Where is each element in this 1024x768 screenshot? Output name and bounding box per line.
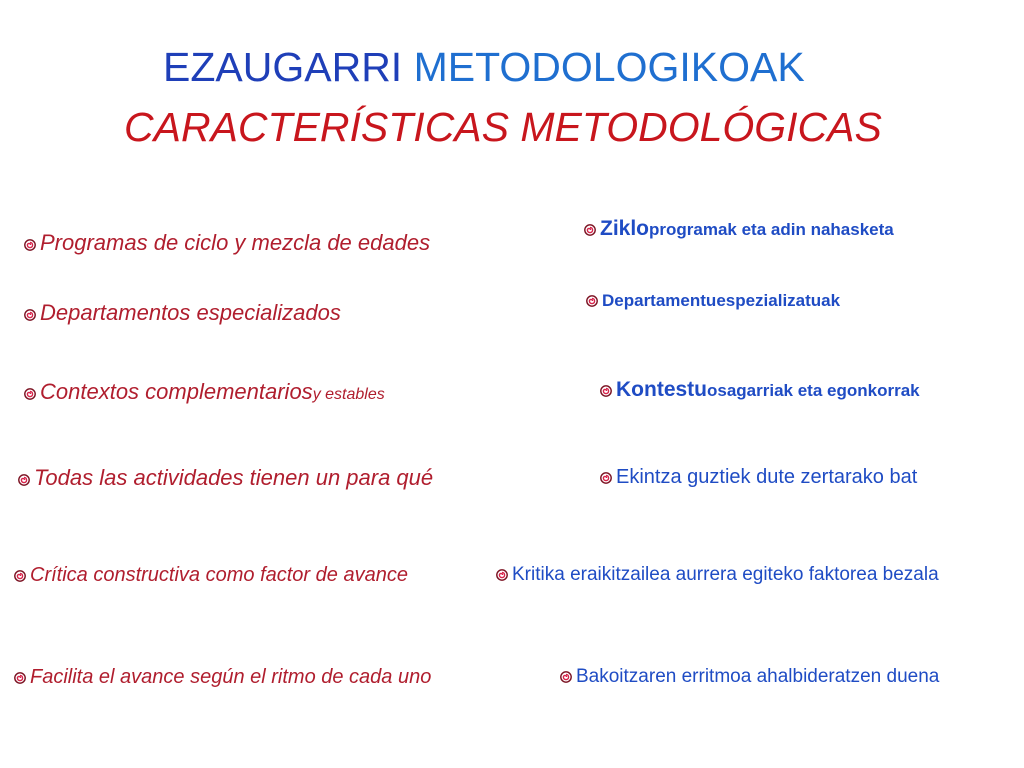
list-item-es-5	[14, 564, 408, 587]
spiral-bullet-icon	[560, 671, 572, 683]
list-item-eu-2	[586, 291, 840, 311]
list-item-eu-1	[584, 217, 894, 241]
spiral-bullet-icon	[24, 239, 36, 251]
spiral-bullet-icon	[24, 388, 36, 400]
list-item-es-2	[24, 300, 341, 326]
spiral-bullet-icon	[600, 385, 612, 397]
spiral-bullet-icon	[24, 309, 36, 321]
spiral-bullet-icon	[586, 295, 598, 307]
list-item-es-text: Crítica constructiva como factor de avance	[30, 564, 408, 586]
list-item-es-4	[18, 465, 433, 491]
title-basque	[163, 44, 805, 91]
list-item-eu-bold: Ziklo	[600, 217, 650, 240]
title-basque-part1: EZAUGARRI	[163, 44, 403, 90]
list-item-eu-bold: Kontestu	[616, 378, 707, 401]
spiral-bullet-icon	[18, 474, 30, 486]
spiral-bullet-icon	[14, 570, 26, 582]
list-item-eu-text: Kritika eraikitzailea aurrera egiteko faktorea bezala	[512, 564, 939, 585]
spiral-bullet-icon	[584, 224, 596, 236]
list-item-eu-3	[600, 378, 920, 402]
list-item-es-text: Todas las actividades tienen un para qué	[34, 465, 434, 490]
list-item-eu-text: espezializatuak	[716, 291, 841, 310]
list-item-eu-6	[560, 666, 939, 688]
list-item-es-6	[14, 666, 431, 689]
list-item-es-text: Facilita el avance según el ritmo de cada uno	[30, 666, 432, 688]
list-item-es-text: Departamentos especializados	[40, 300, 341, 325]
title-spanish: CARACTERÍSTICAS METODOLÓGICAS	[124, 104, 882, 150]
list-item-es-text: Programas de ciclo y mezcla de edades	[40, 230, 431, 255]
list-item-eu-text: Bakoitzaren erritmoa ahalbideratzen duena	[576, 666, 940, 687]
list-item-es-small: y estables	[312, 386, 385, 403]
spiral-bullet-icon	[600, 472, 612, 484]
list-item-eu-text: Ekintza guztiek dute zertarako bat	[616, 466, 918, 488]
list-item-es-1	[24, 230, 430, 256]
list-item-eu-text: programak eta adin nahasketa	[649, 220, 894, 239]
list-item-eu-5	[496, 564, 939, 586]
list-item-eu-bold: Departamentu	[602, 291, 717, 310]
list-item-es-3	[24, 379, 385, 405]
list-item-eu-text: osagarriak eta egonkorrak	[707, 381, 920, 400]
list-item-es-text: Contextos complementarios	[40, 379, 313, 404]
spiral-bullet-icon	[14, 672, 26, 684]
title-basque-part2: METODOLOGIKOAK	[402, 44, 805, 90]
list-item-eu-4	[600, 466, 917, 489]
spiral-bullet-icon	[496, 569, 508, 581]
